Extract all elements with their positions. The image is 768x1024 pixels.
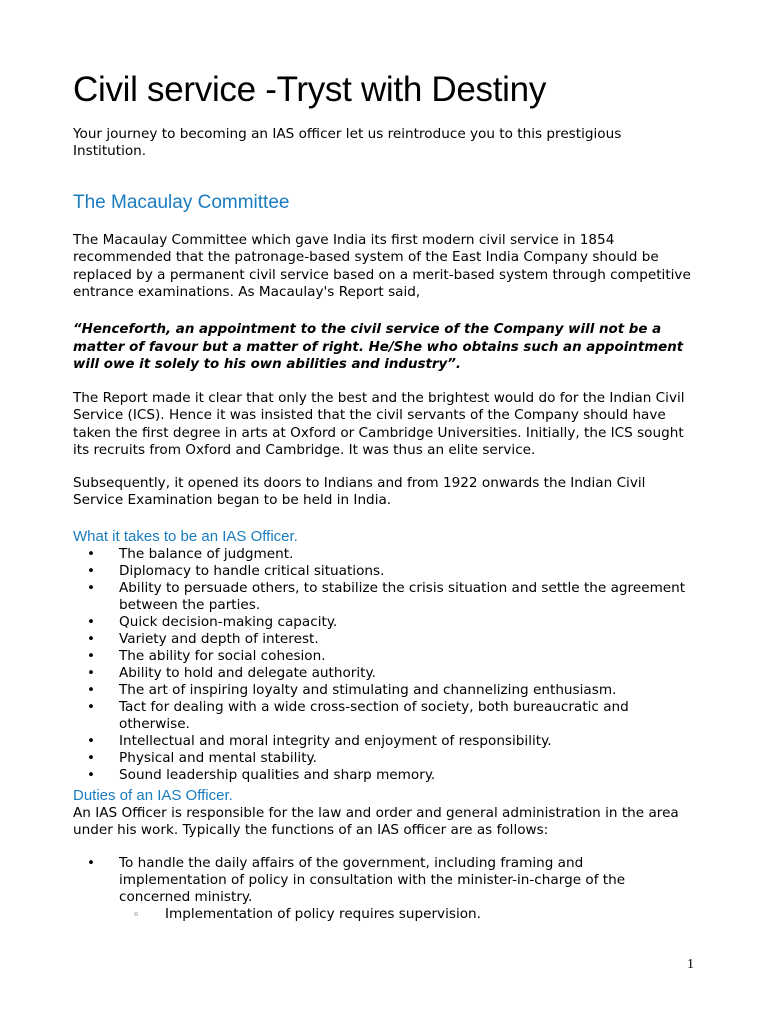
bullet-icon: •	[87, 699, 96, 715]
list-item-text: Ability to hold and delegate authority.	[119, 665, 376, 681]
bullet-icon: •	[87, 855, 96, 871]
duties-list	[73, 855, 673, 923]
bullet-icon: •	[87, 614, 96, 630]
list-item-text: Physical and mental stability.	[119, 750, 317, 766]
bullet-icon: •	[87, 767, 96, 783]
intro-paragraph: Your journey to becoming an IAS officer let us reintroduce you to this prestigious Institution.	[73, 126, 622, 160]
bullet-icon: •	[87, 546, 96, 562]
macaulay-quote: “Henceforth, an appointment to the civil service of the Company will not be a matter of favour but a matter of right. He/She who obtains such an appointment will owe it solely to his own abilities and industry”.	[73, 322, 684, 372]
duties-paragraph: An IAS Officer is responsible for the law and order and general administration in the area under his work. Typically the functions of an IAS officer are as follows:	[73, 805, 679, 839]
list-item	[73, 750, 693, 767]
page-title: Civil service -Tryst with Destiny	[73, 70, 547, 109]
list-item	[73, 546, 693, 563]
bullet-icon: •	[87, 750, 96, 766]
list-item	[73, 733, 693, 750]
section-heading-qualities: What it takes to be an IAS Officer.	[73, 528, 298, 545]
page-number: 1	[687, 957, 694, 972]
macaulay-paragraph-1: The Macaulay Committee which gave India its first modern civil service in 1854 recommended that the patronage-based system of the East India Company should be replaced by a permanent civil service based on a merit-based system through competitive entrance examinations. As Macaulay's Report said,	[73, 232, 691, 300]
list-item-text: Tact for dealing with a wide cross-section of society, both bureaucratic and otherwise.	[119, 699, 629, 732]
list-item	[73, 682, 693, 699]
list-item	[73, 648, 693, 665]
bullet-icon: •	[87, 631, 96, 647]
list-item-text: Sound leadership qualities and sharp memory.	[119, 767, 436, 783]
bullet-icon: •	[87, 563, 96, 579]
duties-sublist	[119, 906, 673, 923]
list-item-text: The art of inspiring loyalty and stimulating and channelizing enthusiasm.	[119, 682, 617, 698]
sub-list-item-text: Implementation of policy requires supervision.	[165, 906, 481, 922]
list-item	[73, 631, 693, 648]
list-item	[73, 614, 693, 631]
bullet-icon: •	[87, 580, 96, 596]
list-item-text: Variety and depth of interest.	[119, 631, 319, 647]
list-item	[73, 855, 673, 923]
bullet-icon: •	[87, 665, 96, 681]
list-item	[73, 699, 693, 733]
list-item	[73, 580, 693, 614]
list-item	[73, 563, 693, 580]
list-item-text: To handle the daily affairs of the government, including framing and implementation of policy in consultation with the minister-in-charge of the concerned ministry.	[119, 855, 626, 905]
macaulay-paragraph-3: Subsequently, it opened its doors to Indians and from 1922 onwards the Indian Civil Service Examination began to be held in India.	[73, 475, 646, 509]
sub-list-item	[119, 906, 673, 923]
qualities-list	[73, 546, 693, 784]
list-item	[73, 665, 693, 682]
list-item-text: Diplomacy to handle critical situations.	[119, 563, 385, 579]
list-item-text: Ability to persuade others, to stabilize the crisis situation and settle the agreement between the parties.	[119, 580, 686, 613]
list-item	[73, 767, 693, 784]
list-item-text: The ability for social cohesion.	[119, 648, 326, 664]
bullet-icon: •	[87, 648, 96, 664]
list-item-text: The balance of judgment.	[119, 546, 294, 562]
hollow-bullet-icon: ◦	[133, 908, 140, 921]
bullet-icon: •	[87, 682, 96, 698]
macaulay-paragraph-2: The Report made it clear that only the best and the brightest would do for the Indian Civil Service (ICS). Hence it was insisted that the civil servants of the Company should have taken the first degree in arts at Oxford or Cambridge Universities. Initially, the ICS sought its recruits from Oxford and Cambridge. It was thus an elite service.	[73, 390, 685, 458]
section-heading-duties: Duties of an IAS Officer.	[73, 787, 233, 804]
section-heading-macaulay: The Macaulay Committee	[73, 192, 290, 213]
bullet-icon: •	[87, 733, 96, 749]
list-item-text: Intellectual and moral integrity and enjoyment of responsibility.	[119, 733, 552, 749]
list-item-text: Quick decision-making capacity.	[119, 614, 338, 630]
